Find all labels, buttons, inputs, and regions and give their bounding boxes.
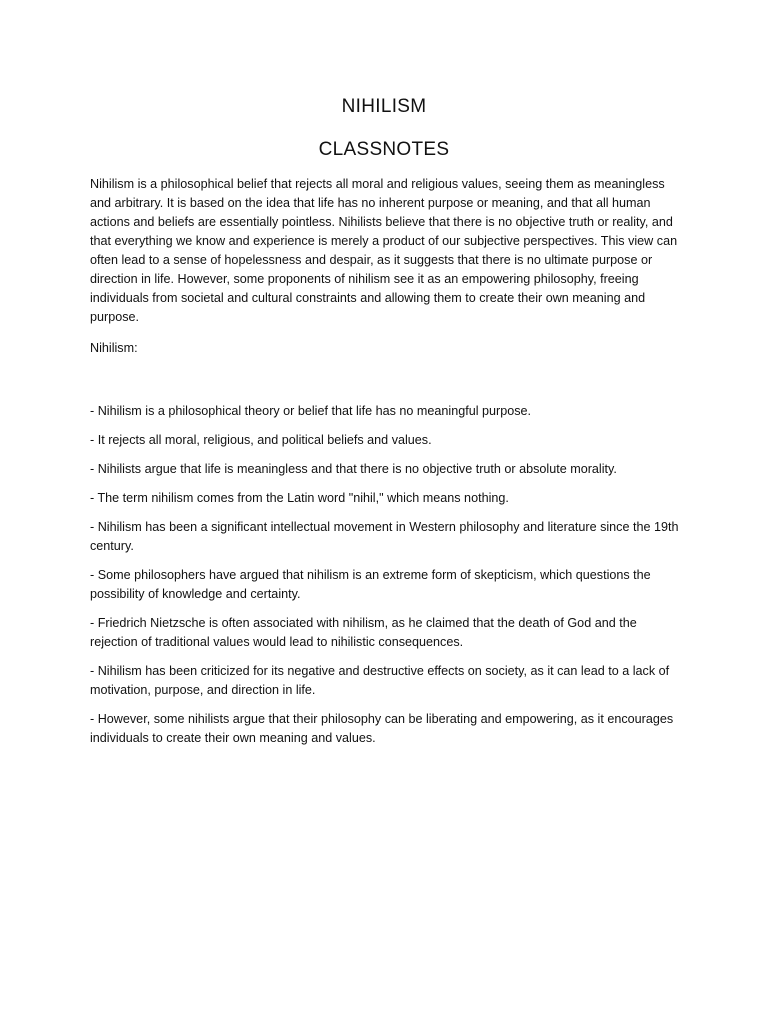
bullet-item: - It rejects all moral, religious, and political beliefs and values. xyxy=(90,433,432,447)
intro-paragraph: Nihilism is a philosophical belief that rejects all moral and religious values, seeing them as meaningless and arbitrary. It is based on the idea that life has no inherent purpose or meaning, and that all human actions and beliefs are essentially pointless. Nihilists believe that there is no objective truth or reality, and that everything we know and experience is merely a product of our subjective perspectives. This view can often lead to a sense of hopelessness and despair, as it suggests that there is no ultimate purpose or direction in life. However, some proponents of nihilism see it as an empowering philosophy, freeing individuals from societal and cultural constraints and allowing them to create their own meaning and purpose. xyxy=(90,177,678,324)
document-title: NIHILISM xyxy=(341,96,427,117)
bullet-item: - Nihilists argue that life is meaningless and that there is no objective truth or absolute morality. xyxy=(90,462,617,476)
bullet-item: - Nihilism is a philosophical theory or belief that life has no meaningful purpose. xyxy=(90,404,532,418)
section-label: Nihilism: xyxy=(90,341,138,355)
bullet-item: - Friedrich Nietzsche is often associated with nihilism, as he claimed that the death of God and the rejection of traditional values would lead to nihilistic consequences. xyxy=(90,616,637,649)
bullet-item: - Some philosophers have argued that nihilism is an extreme form of skepticism, which questions the possibility of knowledge and certainty. xyxy=(90,568,651,601)
document-body xyxy=(90,175,682,758)
bullet-item: - The term nihilism comes from the Latin word "nihil," which means nothing. xyxy=(90,491,509,505)
document-subtitle: CLASSNOTES xyxy=(318,139,450,160)
bullet-item: - However, some nihilists argue that their philosophy can be liberating and empowering, as it encourages individuals to create their own meaning and values. xyxy=(90,712,674,745)
bullet-item: - Nihilism has been criticized for its negative and destructive effects on society, as it can lead to a lack of motivation, purpose, and direction in life. xyxy=(90,664,670,697)
bullet-item: - Nihilism has been a significant intellectual movement in Western philosophy and literature since the 19th century. xyxy=(90,520,679,553)
